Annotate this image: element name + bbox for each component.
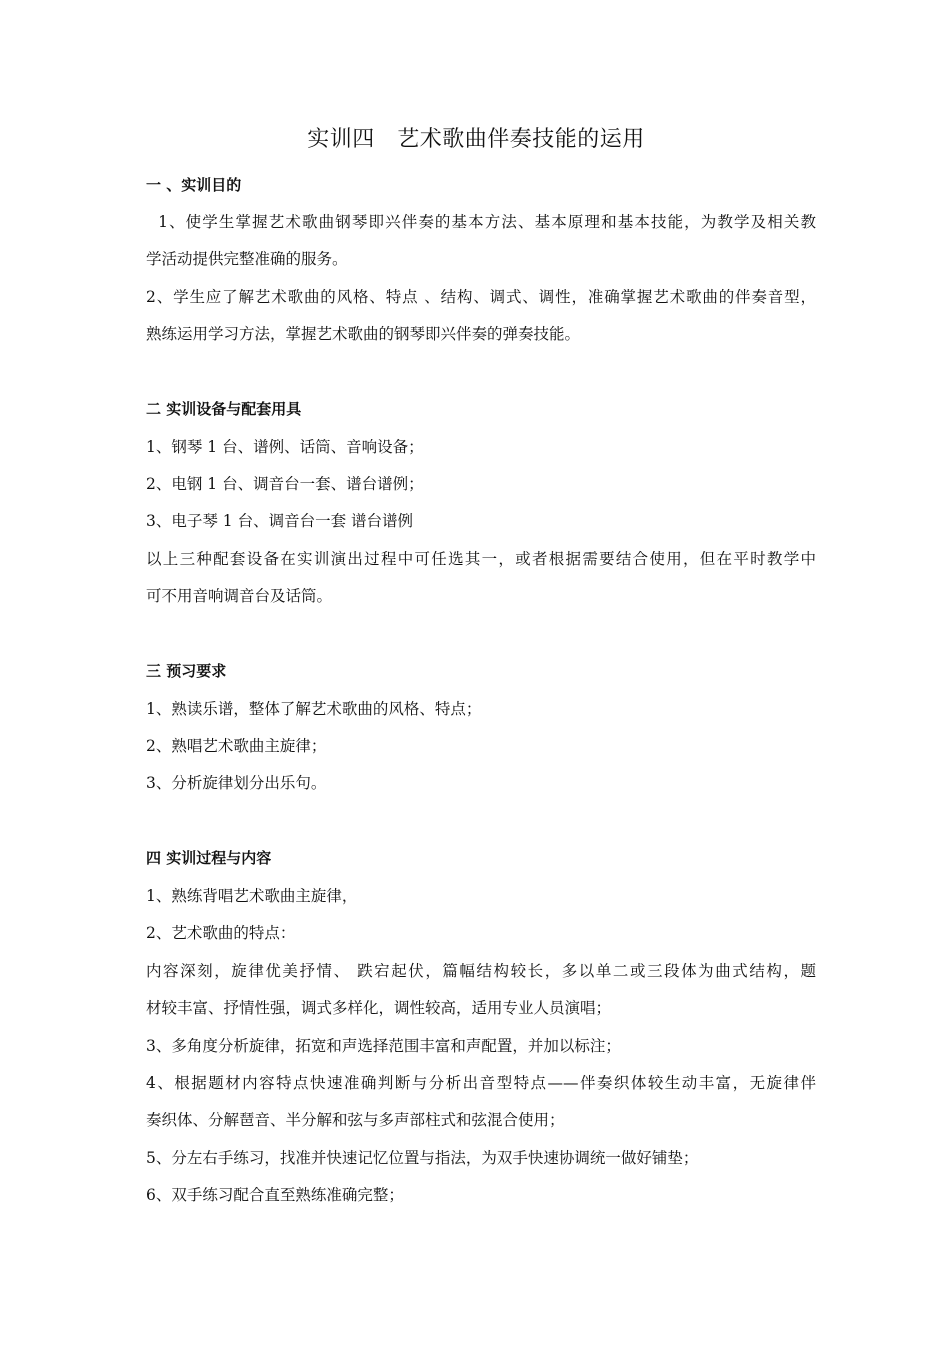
list-item: 3、分析旋律划分出乐句。 [146, 774, 327, 792]
paragraph-line: 奏织体、分解琶音、半分解和弦与多声部柱式和弦混合使用； [146, 1111, 565, 1129]
paragraph-line: 熟练运用学习方法，掌握艺术歌曲的钢琴即兴伴奏的弹奏技能。 [146, 325, 581, 343]
paragraph-line: 可不用音响调音台及话筒。 [146, 587, 333, 605]
list-item: 1、熟练背唱艺术歌曲主旋律， [146, 887, 358, 905]
list-item: 3、多角度分析旋律，拓宽和声选择范围丰富和声配置，并加以标注； [146, 1037, 621, 1055]
section-heading-equipment: 二 实训设备与配套用具 [146, 400, 302, 418]
list-item: 6、双手练习配合直至熟练准确完整； [146, 1186, 404, 1204]
list-item: 4、根据题材内容特点快速准确判断与分析出音型特点——伴奏织体较生动丰富，无旋律伴 [146, 1074, 816, 1092]
list-item: 1、熟读乐谱，整体了解艺术歌曲的风格、特点； [146, 700, 482, 718]
paragraph-line: 1、使学生掌握艺术歌曲钢琴即兴伴奏的基本方法、基本原理和基本技能，为教学及相关教 [146, 213, 816, 231]
list-item: 2、艺术歌曲的特点： [146, 924, 296, 942]
document-title: 实训四 艺术歌曲伴奏技能的运用 [307, 127, 645, 152]
list-item: 2、熟唱艺术歌曲主旋律； [146, 737, 327, 755]
section-heading-process: 四 实训过程与内容 [146, 849, 272, 867]
list-item: 3、电子琴 1 台、调音台一套 谱台谱例 [146, 512, 414, 530]
paragraph-line: 学活动提供完整准确的服务。 [146, 250, 348, 268]
section-heading-objectives: 一 、实训目的 [146, 176, 242, 194]
paragraph-line: 以上三种配套设备在实训演出过程中可任选其一，或者根据需要结合使用，但在平时教学中 [146, 550, 816, 568]
paragraph-line: 材较丰富、抒情性强，调式多样化，调性较高，适用专业人员演唱； [146, 999, 612, 1017]
list-item: 2、电钢 1 台、调音台一套、谱台谱例； [146, 475, 424, 493]
list-item: 5、分左右手练习，找准并快速记忆位置与指法，为双手快速协调统一做好铺垫； [146, 1149, 699, 1167]
list-item: 1、钢琴 1 台、谱例、话筒、音响设备； [146, 438, 424, 456]
paragraph-line: 2、学生应了解艺术歌曲的风格、特点 、结构、调式、调性，准确掌握艺术歌曲的伴奏音型， [146, 288, 816, 306]
paragraph-line: 内容深刻，旋律优美抒情、 跌宕起伏，篇幅结构较长，多以单二或三段体为曲式结构，题 [146, 962, 816, 980]
section-heading-preparation: 三 预习要求 [146, 662, 227, 680]
